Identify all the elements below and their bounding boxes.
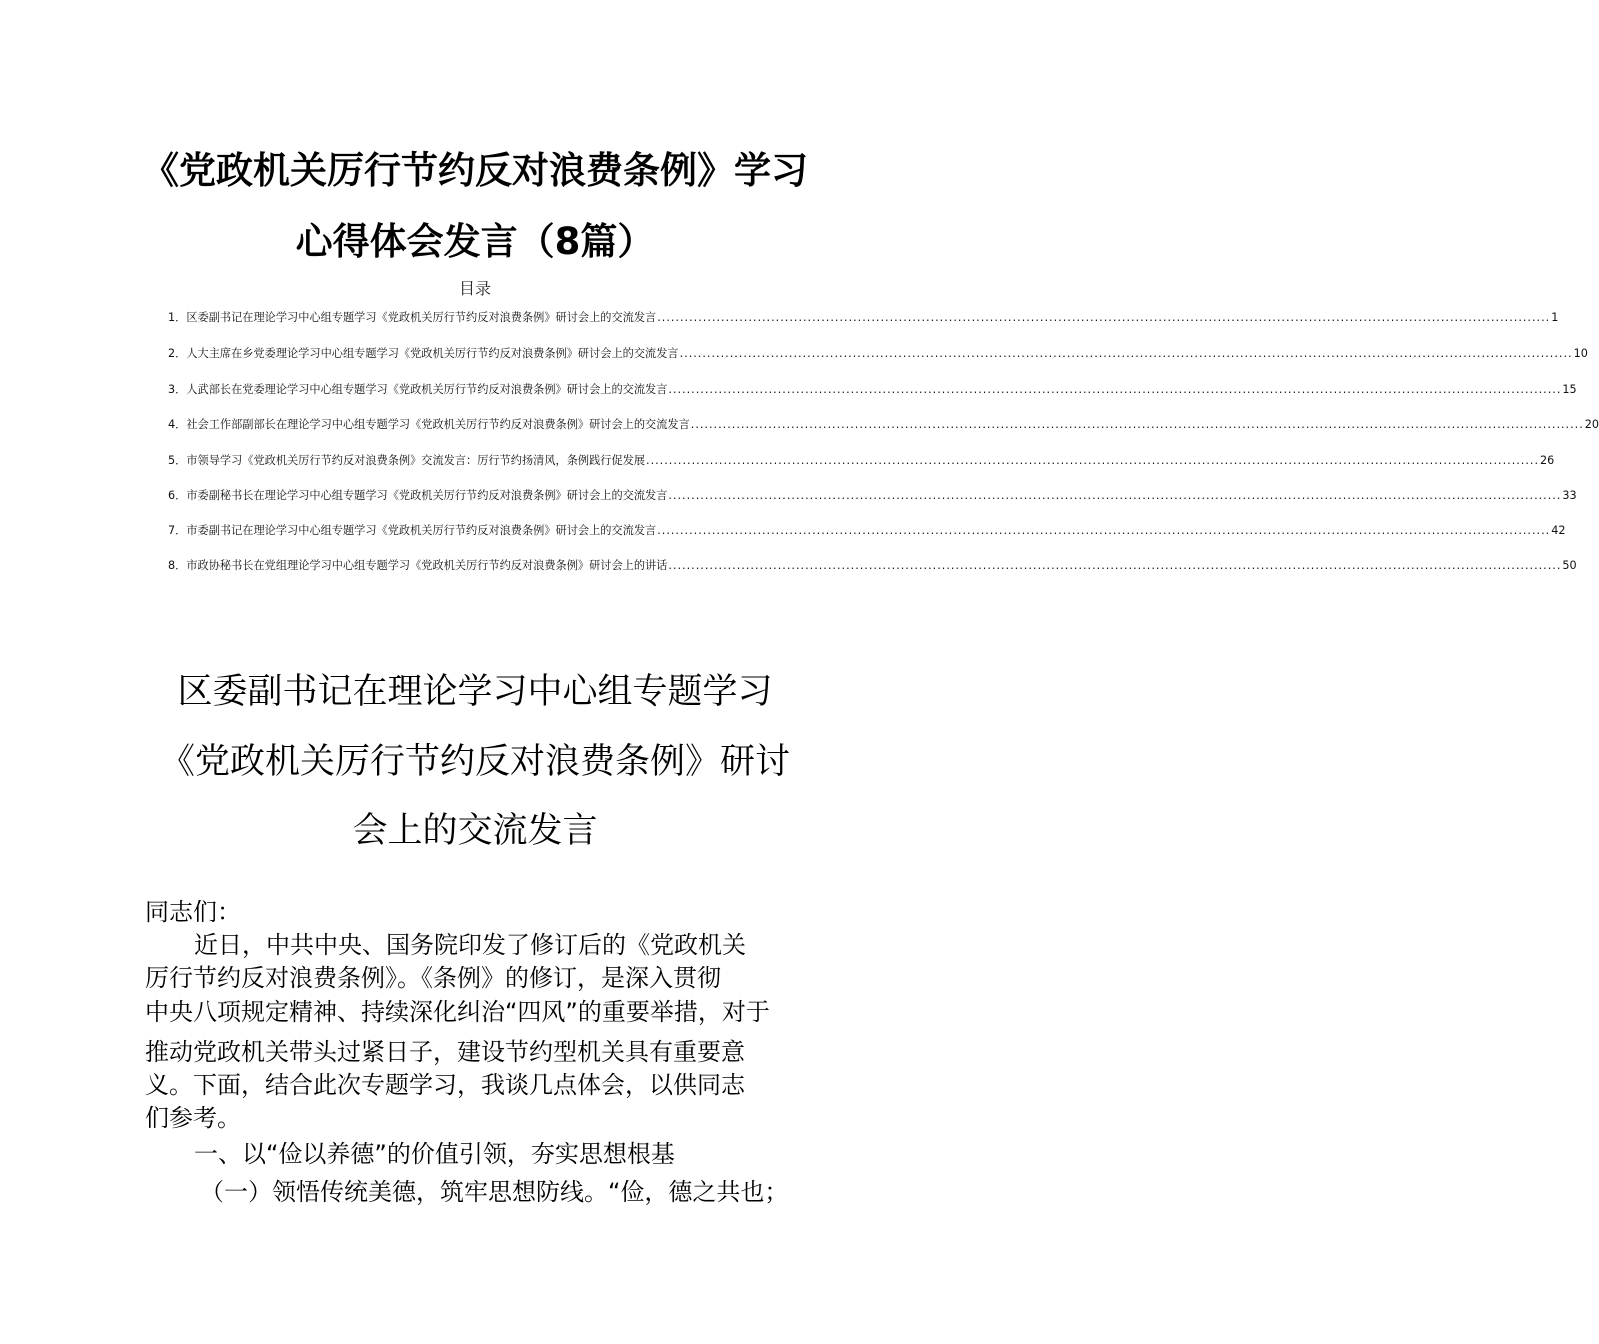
toc-entry-text: 市政协秘书长在党组理论学习中心组专题学习《党政机关厉行节约反对浪费条例》研讨会上的讲话 xyxy=(186,559,668,572)
article-title-line-2: 《党政机关厉行节约反对浪费条例》研讨 xyxy=(159,742,790,782)
section-heading: 一、以“俭以养德”的价值引领，夯实思想根基 xyxy=(194,1140,675,1168)
paragraph-line: 们参考。 xyxy=(145,1104,241,1132)
toc-leader-dots xyxy=(657,311,1550,324)
toc-leader-dots xyxy=(657,524,1550,537)
toc-entry-page: 26 xyxy=(1540,454,1555,467)
toc-entry[interactable] xyxy=(168,416,1599,436)
toc-entry-page: 50 xyxy=(1562,559,1577,572)
toc-leader-dots xyxy=(680,347,1573,360)
paragraph-line: 近日，中共中央、国务院印发了修订后的《党政机关 xyxy=(194,931,746,959)
toc-entry-text: 人大主席在乡党委理论学习中心组专题学习《党政机关厉行节约反对浪费条例》研讨会上的交流发言 xyxy=(186,347,679,360)
toc-entry-text: 人武部长在党委理论学习中心组专题学习《党政机关厉行节约反对浪费条例》研讨会上的交流发言 xyxy=(186,383,668,396)
toc-entry[interactable] xyxy=(168,487,1577,507)
toc-entry[interactable] xyxy=(168,522,1566,542)
toc-leader-dots xyxy=(691,418,1584,431)
toc-entry-text: 市委副秘书长在理论学习中心组专题学习《党政机关厉行节约反对浪费条例》研讨会上的交流发言 xyxy=(186,489,668,502)
toc-entry-page: 20 xyxy=(1584,418,1599,431)
toc-entry[interactable] xyxy=(168,309,1559,329)
toc-entry-number: 1． xyxy=(168,311,187,324)
toc-entry-number: 6． xyxy=(168,489,187,502)
article-title-line-1: 区委副书记在理论学习中心组专题学习 xyxy=(177,672,773,712)
toc-heading: 目录 xyxy=(458,279,491,298)
toc-entry[interactable] xyxy=(168,452,1555,472)
toc-entry-page: 15 xyxy=(1562,383,1577,396)
salutation: 同志们： xyxy=(145,898,241,926)
toc-entry-text: 市领导学习《党政机关厉行节约反对浪费条例》交流发言：厉行节约扬清风，条例践行促发展 xyxy=(186,454,646,467)
toc-entry-number: 3． xyxy=(168,383,187,396)
paragraph-line: 中央八项规定精神、持续深化纠治“四风”的重要举措，对于 xyxy=(145,998,770,1026)
article-title-line-3: 会上的交流发言 xyxy=(352,811,598,851)
toc-entry[interactable] xyxy=(168,557,1577,577)
toc-leader-dots xyxy=(668,383,1561,396)
document-title-line-2: 心得体会发言（8篇） xyxy=(295,220,655,263)
toc-entry-number: 4． xyxy=(168,418,187,431)
toc-entry[interactable] xyxy=(168,345,1588,365)
paragraph-line: 厉行节约反对浪费条例》。《条例》的修订，是深入贯彻 xyxy=(145,964,721,992)
toc-entry-page: 1 xyxy=(1551,311,1559,324)
document-title-line-1: 《党政机关厉行节约反对浪费条例》学习 xyxy=(142,149,808,192)
toc-entry-text: 社会工作部副部长在理论学习中心组专题学习《党政机关厉行节约反对浪费条例》研讨会上的交流发言 xyxy=(186,418,690,431)
toc-entry-text: 区委副书记在理论学习中心组专题学习《党政机关厉行节约反对浪费条例》研讨会上的交流发言 xyxy=(186,311,657,324)
toc-entry-number: 2． xyxy=(168,347,187,360)
toc-leader-dots xyxy=(668,489,1561,502)
toc-entry-page: 42 xyxy=(1551,524,1566,537)
toc-leader-dots xyxy=(668,559,1561,572)
toc-entry-page: 33 xyxy=(1562,489,1577,502)
toc-leader-dots xyxy=(646,454,1539,467)
toc-entry-number: 7． xyxy=(168,524,187,537)
toc-entry-number: 5． xyxy=(168,454,187,467)
paragraph-line: 推动党政机关带头过紧日子，建设节约型机关具有重要意 xyxy=(145,1038,745,1066)
toc-entry-number: 8． xyxy=(168,559,187,572)
paragraph-line: 义。下面，结合此次专题学习，我谈几点体会，以供同志 xyxy=(145,1071,745,1099)
toc-entry-page: 10 xyxy=(1573,347,1588,360)
toc-entry-text: 市委副书记在理论学习中心组专题学习《党政机关厉行节约反对浪费条例》研讨会上的交流发言 xyxy=(186,524,657,537)
toc-entry[interactable] xyxy=(168,381,1577,401)
subsection-line: （一）领悟传统美德，筑牢思想防线。“俭，德之共也； xyxy=(200,1178,789,1206)
